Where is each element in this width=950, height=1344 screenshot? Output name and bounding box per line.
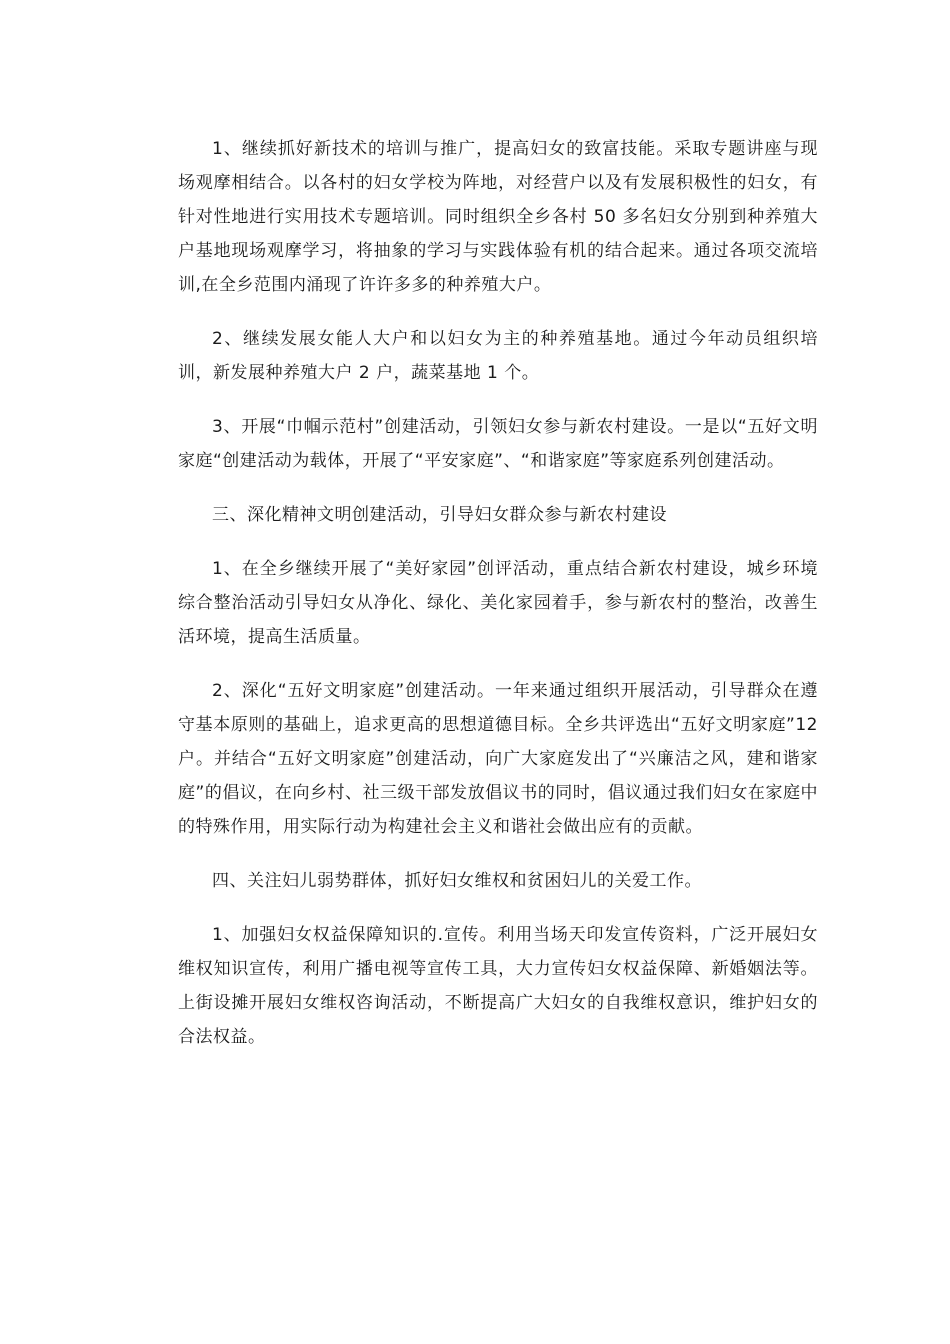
paragraph-beautiful-home: 1、在全乡继续开展了“美好家园”创评活动，重点结合新农村建设，城乡环境综合整治活动引导妇女从净化、绿化、美化家园着手，参与新农村的整治，改善生活环境，提高生活质量。 — [178, 559, 818, 647]
paragraph-model-village: 3、开展“巾帼示范村”创建活动，引领妇女参与新农村建设。一是以“五好文明家庭“创建活动为载体，开展了“平安家庭”、“和谐家庭”等家庭系列创建活动。 — [178, 417, 818, 471]
document-body — [178, 132, 818, 1074]
section-heading-3: 三、深化精神文明创建活动，引导妇女群众参与新农村建设 — [212, 505, 667, 525]
paragraph-rights-publicity: 1、加强妇女权益保障知识的.宣传。利用当场天印发宣传资料，广泛开展妇女维权知识宣传，利用广播电视等宣传工具，大力宣传妇女权益保障、新婚姻法等。上街设摊开展妇女维权咨询活动，不断提高广大妇女的自我维权意识，维护妇女的合法权益。 — [178, 925, 818, 1047]
section-heading-4: 四、关注妇儿弱势群体，抓好妇女维权和贫困妇儿的关爱工作。 — [212, 871, 702, 891]
paragraph-women-enterprise: 2、继续发展女能人大户和以妇女为主的种养殖基地。通过今年动员组织培训，新发展种养殖大户 2 户，蔬菜基地 1 个。 — [178, 329, 818, 383]
paragraph-training: 1、继续抓好新技术的培训与推广，提高妇女的致富技能。采取专题讲座与现场观摩相结合。以各村的妇女学校为阵地，对经营户以及有发展积极性的妇女，有针对性地进行实用技术专题培训。同时组织全乡各村 50 多名妇女分别到种养殖大户基地现场观摩学习，将抽象的学习与实践体验有机的结合起来。通过各项交流培训,在全乡范围内涌现了许许多多的种养殖大户。 — [178, 139, 818, 295]
paragraph-five-good-families: 2、深化“五好文明家庭”创建活动。一年来通过组织开展活动，引导群众在遵守基本原则的基础上，追求更高的思想道德目标。全乡共评选出“五好文明家庭”12 户。并结合“五好文明家庭”创建活动，向广大家庭发出了“兴廉洁之风，建和谐家庭”的倡议，在向乡村、社三级干部发放倡议书的同时，倡议通过我们妇女在家庭中的特殊作用，用实际行动为构建社会主义和谐社会做出应有的贡献。 — [178, 681, 818, 837]
